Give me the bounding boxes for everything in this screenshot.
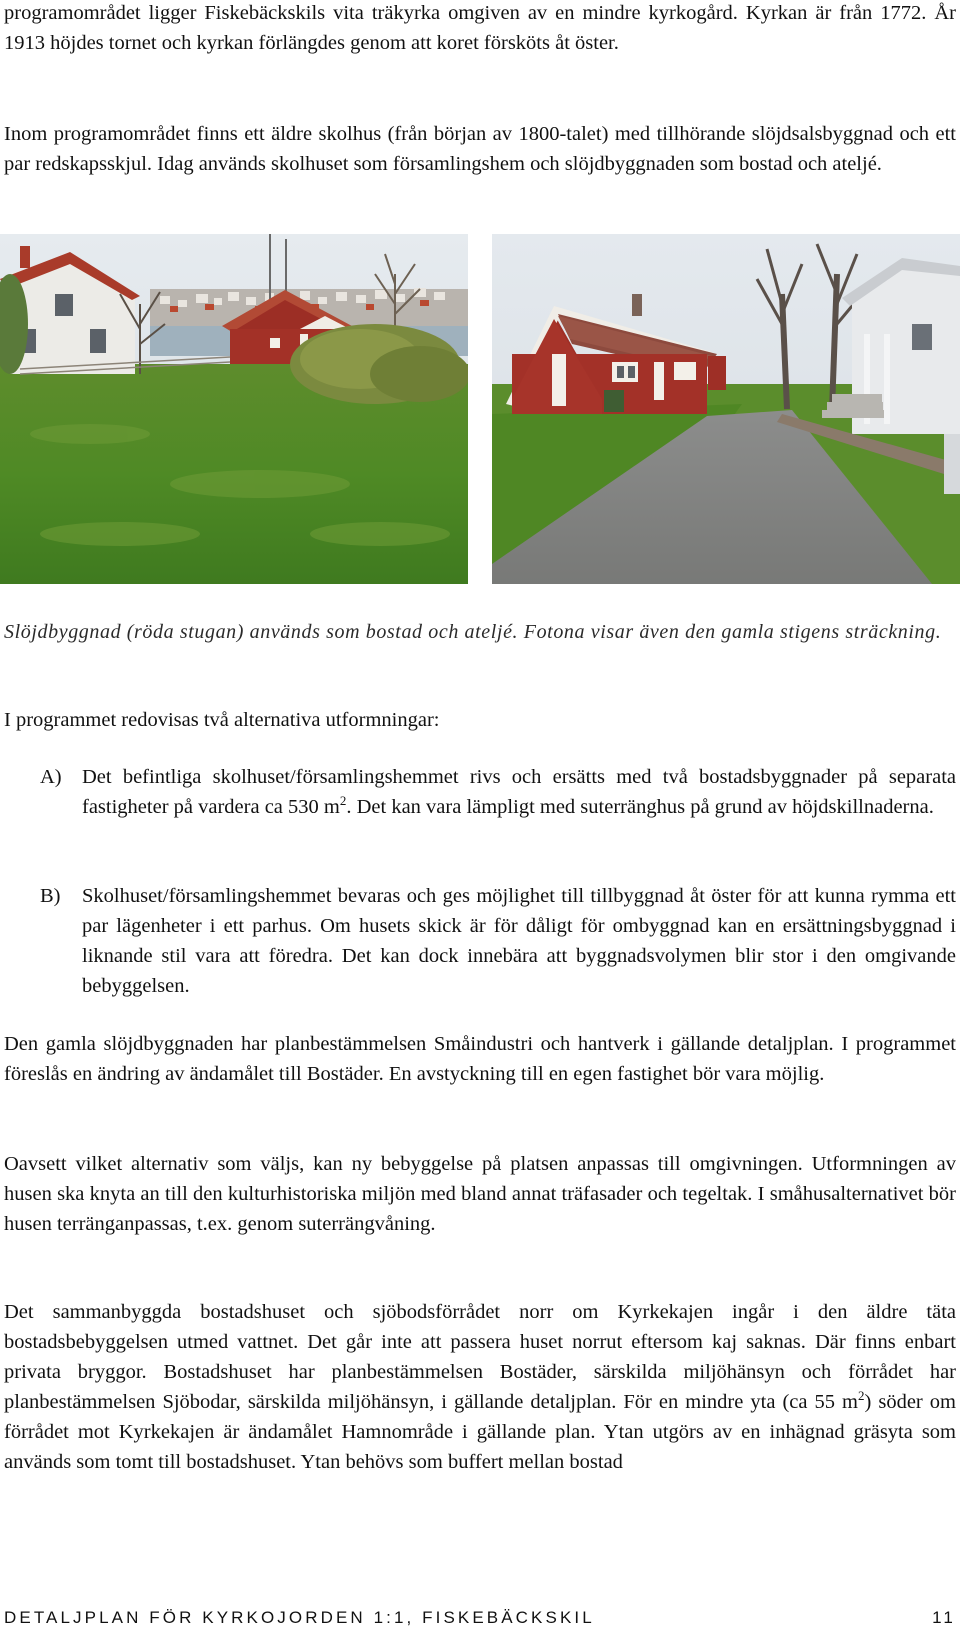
- paragraph-kyrkekajen: Det sammanbyggda bostadshuset och sjöbodsförrådet norr om Kyrkekajen ingår i den äldre täta bostadsbebyggelsen utmed vattnet. Det går inte att passera huset norrut eftersom kaj saknas. Där finns enbart privata bryggor. Bostadshuset har planbestämmelsen Bostäder, särskilda miljöhänsyn och förrådet har planbestämmelsen Sjöbodar, särskilda miljöhänsyn, i gällande detaljplan. För en mindre yta (ca 55 $m^2$) söder om förrådet mot Kyrkekajen är ändamålet Hamnområde i gällande plan. Ytan utgörs av en inhägnad gräsyta som används som tomt till bostadshuset. Ytan behövs som buffert mellan bostad: [4, 1301, 956, 1473]
- alternative-a: [40, 762, 956, 822]
- paragraph-nybebyggelse: Oavsett vilket alternativ som väljs, kan ny bebyggelse på platsen anpassas till omgivningen. Utformningen av husen ska knyta an till den kulturhistoriska miljön med bland annat träfasader och tegeltak. I småhusalternativet bör husen terränganpassas, t.ex. genom suterrängvåning.: [4, 1153, 956, 1235]
- alternative-a-text: Det befintliga skolhuset/församlingshemmet rivs och ersätts med två bostadsbyggnader på separata fastigheter på vardera ca 530 $m^2$. Det kan vara lämpligt med suterränghus på grund av höjdskillnaderna.: [82, 766, 956, 818]
- photo-red-cottage-path: [492, 234, 960, 584]
- page-number: 11: [932, 1608, 956, 1627]
- photo-red-cottage-lawn-image: [0, 234, 468, 584]
- alternative-a-marker: A): [40, 766, 62, 788]
- alternatives-intro: I programmet redovisas två alternativa utformningar:: [4, 709, 440, 731]
- alternative-b-text: Skolhuset/församlingshemmet bevaras och ges möjlighet till tillbyggnad åt öster för att kunna rymma ett par lägenheter i ett parhus. Om husets skick är för dåligt för ombyggnad kan en ersättningsbyggnad i liknande stil vara att föredra. Det kan dock innebära att byggnadsvolymen blir stor i den omgivande bebyggelsen.: [82, 885, 956, 997]
- page-footer: [4, 1608, 956, 1630]
- alternative-b-marker: B): [40, 885, 61, 907]
- photo-red-cottage-lawn: [0, 234, 468, 584]
- photo-red-cottage-path-image: [492, 234, 960, 584]
- footer-title: DETALJPLAN FÖR KYRKOJORDEN 1:1, FISKEBÄCKSKIL: [4, 1608, 595, 1627]
- photo-caption: Slöjdbyggnad (röda stugan) används som bostad och ateljé. Fotona visar även den gamla stigens sträckning.: [4, 621, 942, 643]
- alternative-b: [40, 881, 956, 1001]
- paragraph-slojdbyggnad: Den gamla slöjdbyggnaden har planbestämmelsen Småindustri och hantverk i gällande detaljplan. I programmet föreslås en ändring av ändamålet till Bostäder. En avstyckning till en egen fastighet bör vara möjlig.: [4, 1033, 956, 1085]
- intro-paragraph-1: programområdet ligger Fiskebäckskils vita träkyrka omgiven av en mindre kyrkogård. Kyrkan är från 1772. År 1913 höjdes tornet och kyrkan förlängdes genom att koret försköts åt öster.: [4, 2, 956, 54]
- intro-paragraph-2: Inom programområdet finns ett äldre skolhus (från början av 1800-talet) med tillhörande slöjdsalsbyggnad och ett par redskapsskjul. Idag används skolhuset som församlingshem och slöjdbyggnaden som bostad och ateljé.: [4, 123, 956, 175]
